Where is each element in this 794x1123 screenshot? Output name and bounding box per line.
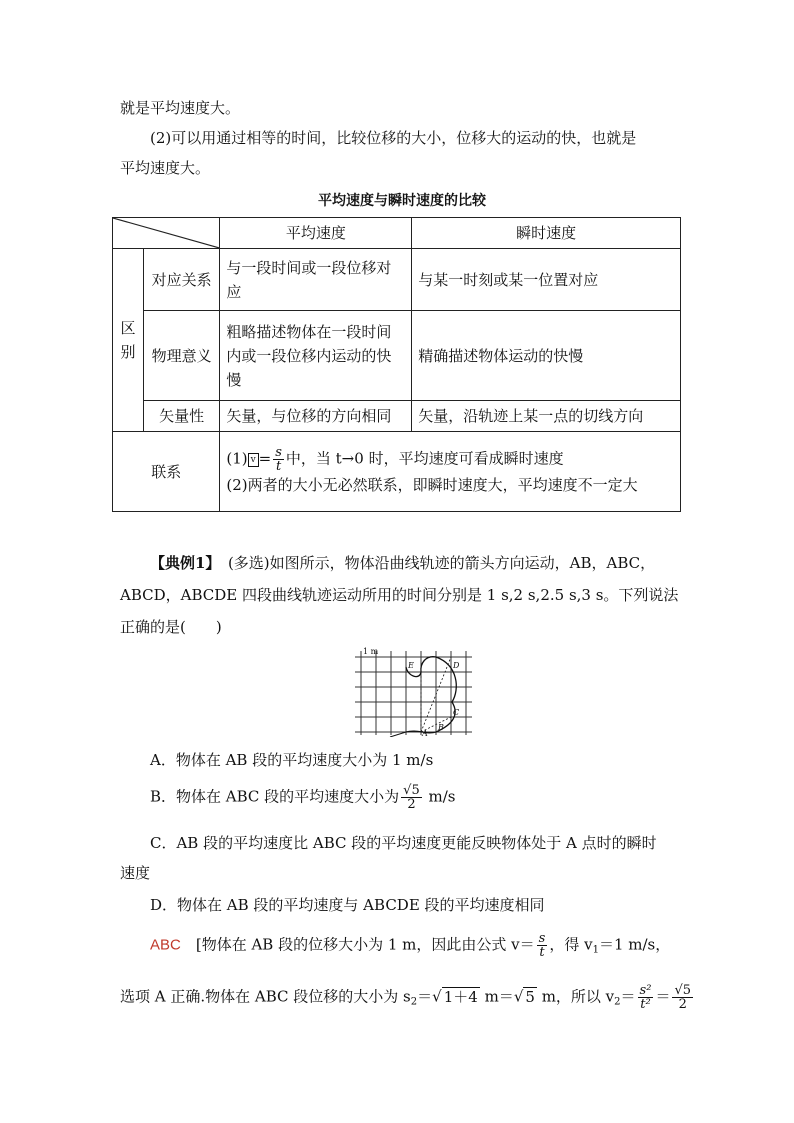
arrow-tail: [390, 732, 406, 737]
intro-line-3: 平均速度大。: [120, 159, 211, 177]
trajectory-figure: [350, 645, 475, 737]
example-line-3: 正确的是( ): [120, 618, 222, 636]
relation-line-2: (2)两者的大小无必然联系，即瞬时速度大，平均速度不一定大: [226, 476, 638, 494]
solution-line-1: ABC [物体在 AB 段的位移大小为 1 m，因此由公式 v＝ $\frac{s}{t}$ ，得 $v_1=1$ m/s，: [150, 931, 671, 960]
cell-avg-correspondence: 与一段时间或一段位移对应: [220, 249, 412, 311]
table-caption: 平均速度与瞬时速度的比较: [318, 193, 486, 209]
cell-inst-correspondence: 与某一时刻或某一位置对应: [412, 249, 681, 311]
cell-inst-meaning: 精确描述物体运动的快慢: [412, 311, 681, 401]
point-e-label: E: [408, 661, 414, 670]
solution-line-2: 选项 A 正确.物体在 ABC 段位移的大小为 $s_2=√$ 1＋4 m＝√ 5 m，所以 $v_2=$ $\frac{\text{s²}}{\text{t²}}$ ＝ $\frac{√5}{2}$: [120, 983, 692, 1012]
cell-inst-vector: 矢量，沿轨迹上某一点的切线方向: [412, 401, 681, 432]
option-c-line-2: 速度: [120, 864, 151, 882]
example-line-2: ABCD，ABCDE 四段曲线轨迹运动所用的时间分别是 1 s,2 s,2.5 s,3 s。下列说法: [120, 586, 679, 604]
row-label-meaning: 物理意义: [143, 311, 219, 401]
scale-label: 1 m: [363, 647, 379, 656]
example-line-1: 【典例1】 (多选)如图所示，物体沿曲线轨迹的箭头方向运动，AB，ABC，: [150, 554, 656, 572]
header-instant-speed: 瞬时速度: [412, 218, 681, 249]
example-tag: 【典例1】: [150, 554, 213, 572]
s-over-t-fraction: $\frac{s}{t}$: [275, 445, 282, 474]
point-c-label: C: [453, 708, 460, 717]
cell-avg-meaning: 粗略描述物体在一段时间内或一段位移内运动的快慢: [220, 311, 412, 401]
diagonal-header-cell: [113, 218, 220, 249]
option-b-fraction: $\frac{√5}{2}$: [403, 783, 420, 812]
point-a-label: A: [422, 729, 428, 737]
row-label-correspondence: 对应关系: [143, 249, 219, 311]
option-c-line-1: C．AB 段的平均速度比 ABC 段的平均速度更能反映物体处于 A 点时的瞬时: [150, 834, 657, 852]
option-a: A．物体在 AB 段的平均速度大小为 1 m/s: [150, 751, 434, 769]
point-b-label: B: [438, 723, 444, 732]
option-b: B．物体在 ABC 段的平均速度大小为 $\frac{√5}{2}$ m/s: [150, 783, 456, 812]
cell-relation: [220, 432, 681, 512]
comparison-table: [112, 217, 681, 512]
cell-avg-vector: 矢量，与位移的方向相同: [220, 401, 412, 432]
row-label-relation: 联系: [113, 432, 220, 512]
row-label-vector: 矢量性: [143, 401, 219, 432]
answer-label: ABC: [150, 936, 181, 954]
relation-line-1: (1) v = $\frac{s}{t}$ 中，当 t→0 时，平均速度可看成瞬时速度: [226, 445, 564, 474]
group-label-difference: 区别: [113, 249, 144, 432]
v-bar-box: v: [248, 453, 259, 467]
intro-line-2: (2)可以用通过相等的时间，比较位移的大小，位移大的运动的快，也就是: [150, 129, 637, 147]
point-d-label: D: [453, 661, 460, 670]
intro-line-1: 就是平均速度大。: [120, 99, 241, 117]
option-d: D．物体在 AB 段的平均速度与 ABCDE 段的平均速度相同: [150, 896, 545, 914]
header-average-speed: 平均速度: [220, 218, 412, 249]
